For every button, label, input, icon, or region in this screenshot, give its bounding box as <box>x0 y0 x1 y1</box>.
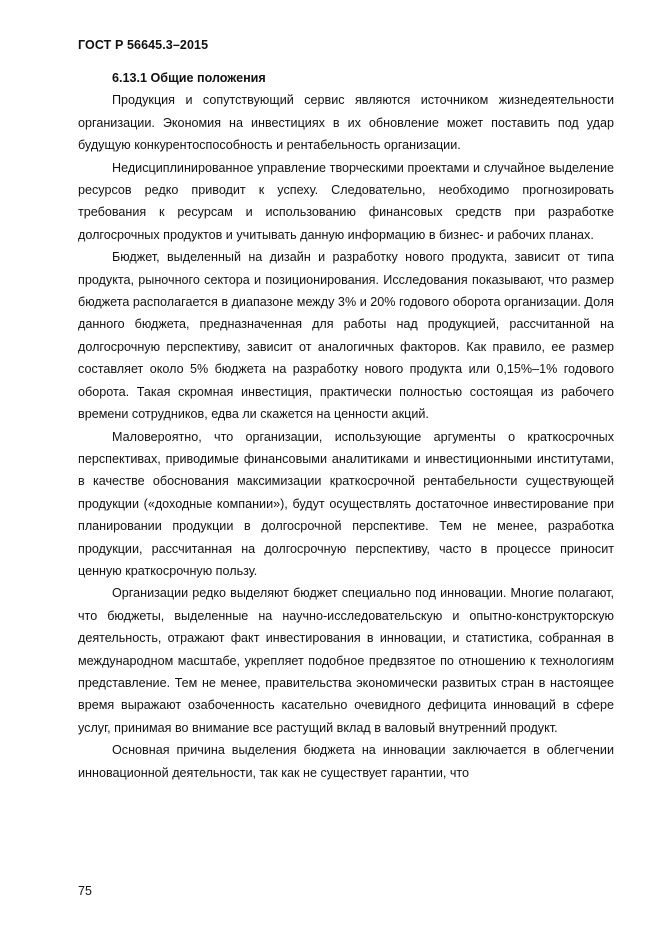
paragraph: Маловероятно, что организации, использующие аргументы о краткосрочных перспективах, приводимые финансовыми аналитиками и инвестиционными институтами, в качестве обоснования максимизации краткосрочной рентабельности существующей продукции («доходные компании»), будут осуществлять достаточное инвестирование при планировании продукции в долгосрочной перспективе. Тем не менее, разработка продукции, рассчитанная на долгосрочную перспективу, часто в процессе приносит ценную краткосрочную пользу. <box>78 429 614 578</box>
page-number: 75 <box>78 884 92 898</box>
section-heading: 6.13.1 Общие положения <box>112 71 266 85</box>
paragraph: Продукция и сопутствующий сервис являются источником жизнедеятельности организации. Экономия на инвестициях в их обновление может поставить под удар будущую конкурентоспособность и рентабельность организации. <box>78 93 614 153</box>
standard-header: ГОСТ Р 56645.3–2015 <box>78 38 209 52</box>
paragraph: Организации редко выделяют бюджет специально под инновации. Многие полагают, что бюджеты, выделенные на научно-исследовательскую и опытно-конструкторскую деятельность, отражают факт инвестирования в инновации, и статистика, собранная в международном масштабе, укрепляет подобное предвзятое по отношению к технологиям представление. Тем не менее, правительства экономически развитых стран в настоящее время выражают озабоченность касательно очевидного дефицита инноваций в сфере услуг, принимая во внимание все растущий вклад в валовый внутренний продукт. <box>78 586 614 735</box>
body-text <box>78 67 614 784</box>
paragraph: Недисциплинированное управление творческими проектами и случайное выделение ресурсов редко приводит к успеху. Следовательно, необходимо прогнозировать требования к ресурсам и использованию финансовых средств при разработке долгосрочных продуктов и учитывать данную информацию в бизнес- и рабочих планах. <box>78 160 614 242</box>
paragraph: Бюджет, выделенный на дизайн и разработку нового продукта, зависит от типа продукта, рыночного сектора и позиционирования. Исследования показывают, что размер бюджета располагается в диапазоне между 3% и 20% годового оборота организации. Доля данного бюджета, предназначенная для работы над продукцией, рассчитанной на долгосрочную перспективу, зависит от аналогичных факторов. Как правило, ее размер составляет около 5% бюджета на разработку нового продукта или 0,15%–1% годового оборота. Такая скромная инвестиция, практически полностью состоящая из рабочего времени сотрудников, едва ли скажется на ценности акций. <box>78 250 614 422</box>
paragraph: Основная причина выделения бюджета на инновации заключается в облегчении инновационной деятельности, так как не существует гарантии, что <box>78 743 614 780</box>
